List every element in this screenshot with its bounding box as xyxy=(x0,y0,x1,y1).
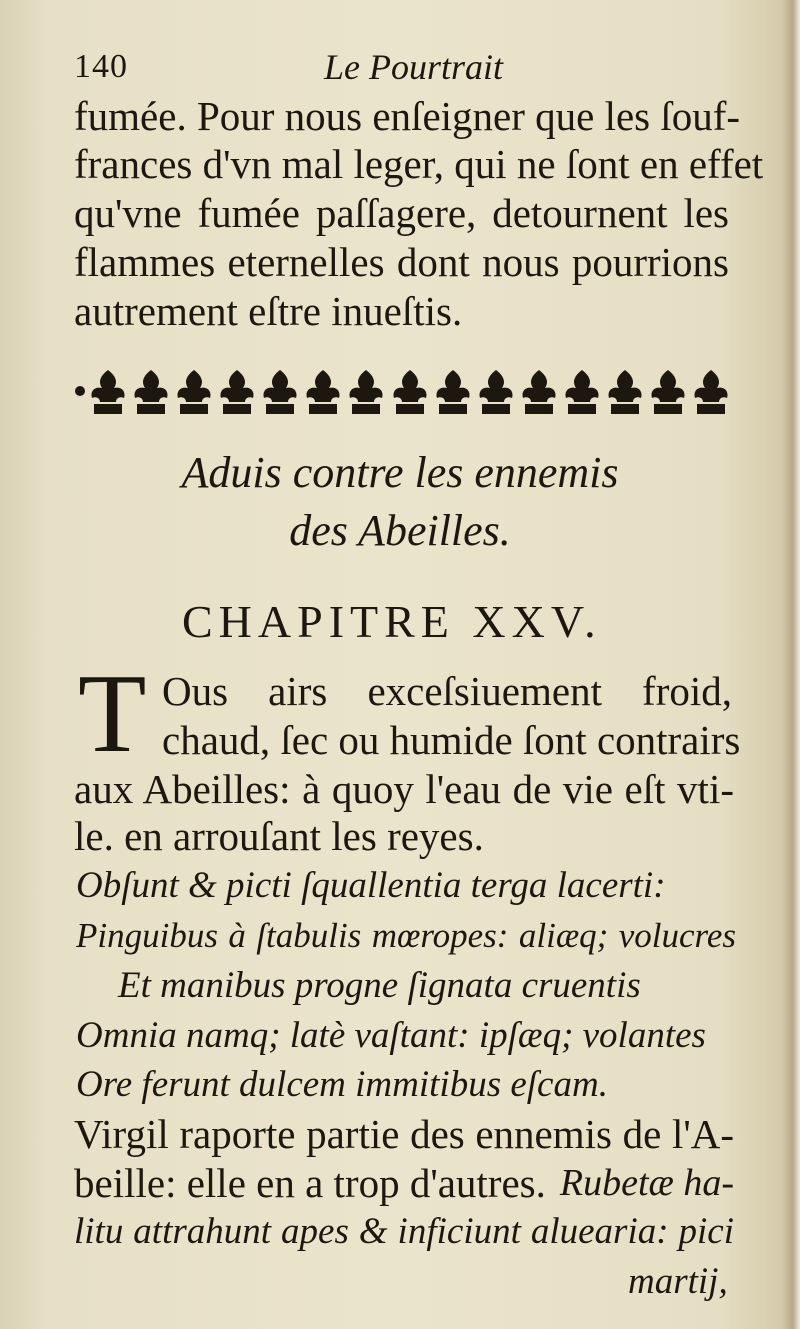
text-line: frances d'vn mal leger, qui ne ſont en effet xyxy=(74,141,764,187)
closing-line: litu attrahunt apes & inficiunt aluearia: pici xyxy=(74,1211,734,1252)
fleuron-icon xyxy=(691,366,731,418)
fleuron-icon xyxy=(562,366,602,418)
text-line: flammes eternelles dont nous pourrions xyxy=(74,239,729,285)
body-line: aux Abeilles: à quoy l'eau de vie eſt vti- xyxy=(74,766,734,812)
body-line: chaud, ſec ou humide ſont contrairs xyxy=(162,717,741,763)
fleuron-icon xyxy=(88,366,128,418)
section-title-line2: des Abeilles. xyxy=(289,506,511,555)
verse-line: Omnia namq; latè vaſtant: ipſæq; volantes xyxy=(76,1015,706,1056)
closing-line xyxy=(74,1159,734,1207)
fleuron-icon xyxy=(174,366,214,418)
fleuron-icon xyxy=(648,366,688,418)
fleuron-icon xyxy=(303,366,343,418)
chapter-heading: CHAPITRE XXV. xyxy=(182,596,602,647)
running-head: Le Pourtrait xyxy=(324,47,504,87)
body-line: le. en arrouſant les reyes. xyxy=(74,813,484,859)
closing-line: Virgil raporte partie des ennemis de l'A- xyxy=(74,1111,734,1157)
fleuron-icon xyxy=(346,366,386,418)
closing-line2-roman: beille: elle en a trop d'autres. xyxy=(74,1160,546,1206)
fleuron-icon xyxy=(260,366,300,418)
page-edge xyxy=(782,0,800,1329)
text-line: fumée. Pour nous enſeigner que les ſouf- xyxy=(74,93,741,139)
fleuron-icon xyxy=(476,366,516,418)
verse-line: Pinguibus à ſtabulis mœropes: aliæq; volucres xyxy=(76,916,736,955)
fleuron-icon xyxy=(390,366,430,418)
fleuron-icon xyxy=(131,366,171,418)
body-line: Ous airs exceſsiuement froid, xyxy=(162,668,732,714)
verse-line: Ore ferunt dulcem immitibus eſcam. xyxy=(76,1064,608,1105)
closing-line: martij, xyxy=(628,1261,728,1302)
ornament-dot-icon xyxy=(75,386,85,396)
fleuron-icon xyxy=(519,366,559,418)
section-title-line1: Aduis contre les ennemis xyxy=(181,448,619,497)
verse-line: Et manibus progne ſignata cruentis xyxy=(118,965,641,1006)
drop-cap: T xyxy=(78,652,147,776)
text-line: autrement eſtre inueſtis. xyxy=(74,288,463,334)
fleuron-icon xyxy=(217,366,257,418)
page-number: 140 xyxy=(74,48,128,85)
fleuron-icon xyxy=(605,366,645,418)
ornamental-band xyxy=(75,360,731,418)
verse-line: Obſunt & picti ſquallentia terga lacerti: xyxy=(76,865,666,906)
closing-line2-italic: Rubetæ ha- xyxy=(559,1162,734,1204)
page-header xyxy=(74,44,754,94)
text-line: qu'vne fumée paſſagere, detournent les xyxy=(74,190,729,236)
fleuron-icon xyxy=(433,366,473,418)
